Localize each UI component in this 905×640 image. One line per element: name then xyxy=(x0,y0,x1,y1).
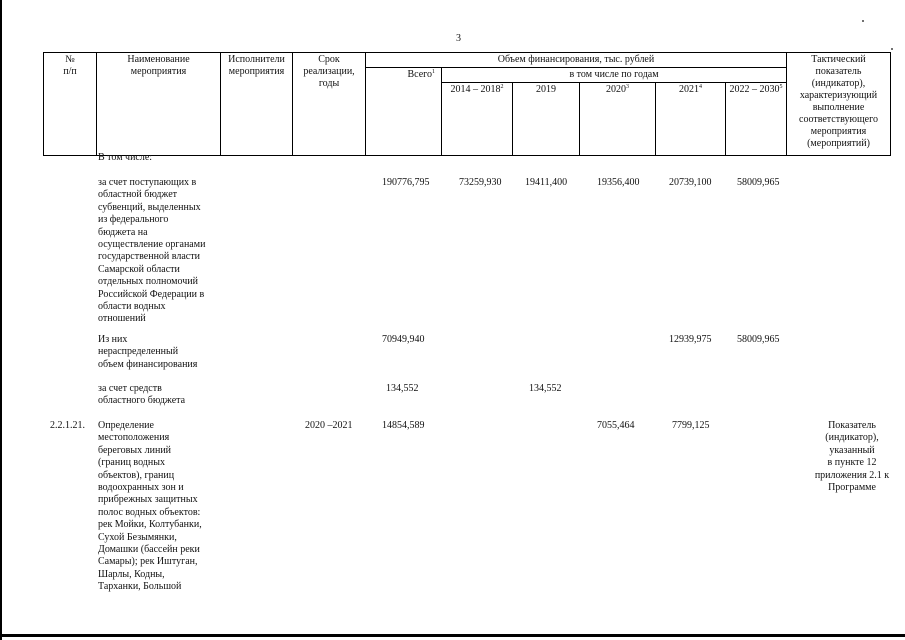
header-by-years: в том числе по годам xyxy=(442,68,787,83)
row-total: 190776,795 xyxy=(382,177,430,188)
header-name: Наименование мероприятия xyxy=(97,53,221,156)
row-number: 2.2.1.21. xyxy=(50,420,85,431)
row-name: Определение местоположения береговых линий (границ водных объектов), границ водоохранных зон и прибрежных защитных полос водных объектов: рек Мойки, Колтубанки, Сухой Безымянки, Домашки (бассейн реки Самары); рек Иштуган, Шарлы, Кодны, Тарханки, Большой xyxy=(98,420,202,593)
row-year-2020: 7055,464 xyxy=(597,420,635,431)
row-subheading: В том числе: xyxy=(98,152,153,163)
row-year-2021: 7799,125 xyxy=(672,420,710,431)
row-year-2021: 12939,975 xyxy=(669,334,712,345)
row-total: 70949,940 xyxy=(382,334,425,345)
row-name: за счет средств областного бюджета xyxy=(98,383,186,407)
header-year-2021: 2021$^4$ xyxy=(656,83,726,156)
header-indicator: Тактический показатель (индикатор), характеризующий выполнение соответствующего мероприятия (мероприятий) xyxy=(787,53,891,156)
header-term: Срок реализации, годы xyxy=(293,53,366,156)
row-year-2020: 19356,400 xyxy=(597,177,640,188)
row-indicator: Показатель (индикатор), указанный в пункте 12 приложения 2.1 к Программе xyxy=(814,420,890,494)
header-year-2020: 2020$^3$ xyxy=(580,83,656,156)
table-header xyxy=(43,52,891,156)
row-year-2022-2030: 58009,965 xyxy=(737,177,780,188)
header-total: Всего$^1$ xyxy=(366,68,442,156)
page-bottom-edge xyxy=(0,634,905,637)
page-number: 3 xyxy=(456,33,461,44)
scan-speck xyxy=(891,48,893,50)
row-year-2019: 19411,400 xyxy=(525,177,568,188)
header-year-2022-2030: 2022 – 2030$^5$ xyxy=(726,83,787,156)
header-funding: Объем финансирования, тыс. рублей xyxy=(366,53,787,68)
row-year-2021: 20739,100 xyxy=(669,177,712,188)
row-name: за счет поступающих в областной бюджет субвенций, выделенных из федерального бюджета на осуществление органами государственной власти Самарской области отдельных полномочий Российской Федерации в области водных отношений xyxy=(98,177,206,325)
row-year-2019: 134,552 xyxy=(529,383,562,394)
header-year-2019: 2019 xyxy=(513,83,580,156)
page-left-edge xyxy=(0,0,2,640)
row-year-2022-2030: 58009,965 xyxy=(737,334,780,345)
row-total: 14854,589 xyxy=(382,420,425,431)
header-num: № п/п xyxy=(44,53,97,156)
row-total: 134,552 xyxy=(386,383,419,394)
header-year-2014-2018: 2014 – 2018$^2$ xyxy=(442,83,513,156)
row-name: Из них нераспределенный объем финансирования xyxy=(98,334,198,370)
row-term: 2020 –2021 xyxy=(305,420,353,431)
scan-speck xyxy=(862,20,864,22)
row-year-2014-2018: 73259,930 xyxy=(459,177,502,188)
header-executors: Исполнители мероприятия xyxy=(221,53,293,156)
